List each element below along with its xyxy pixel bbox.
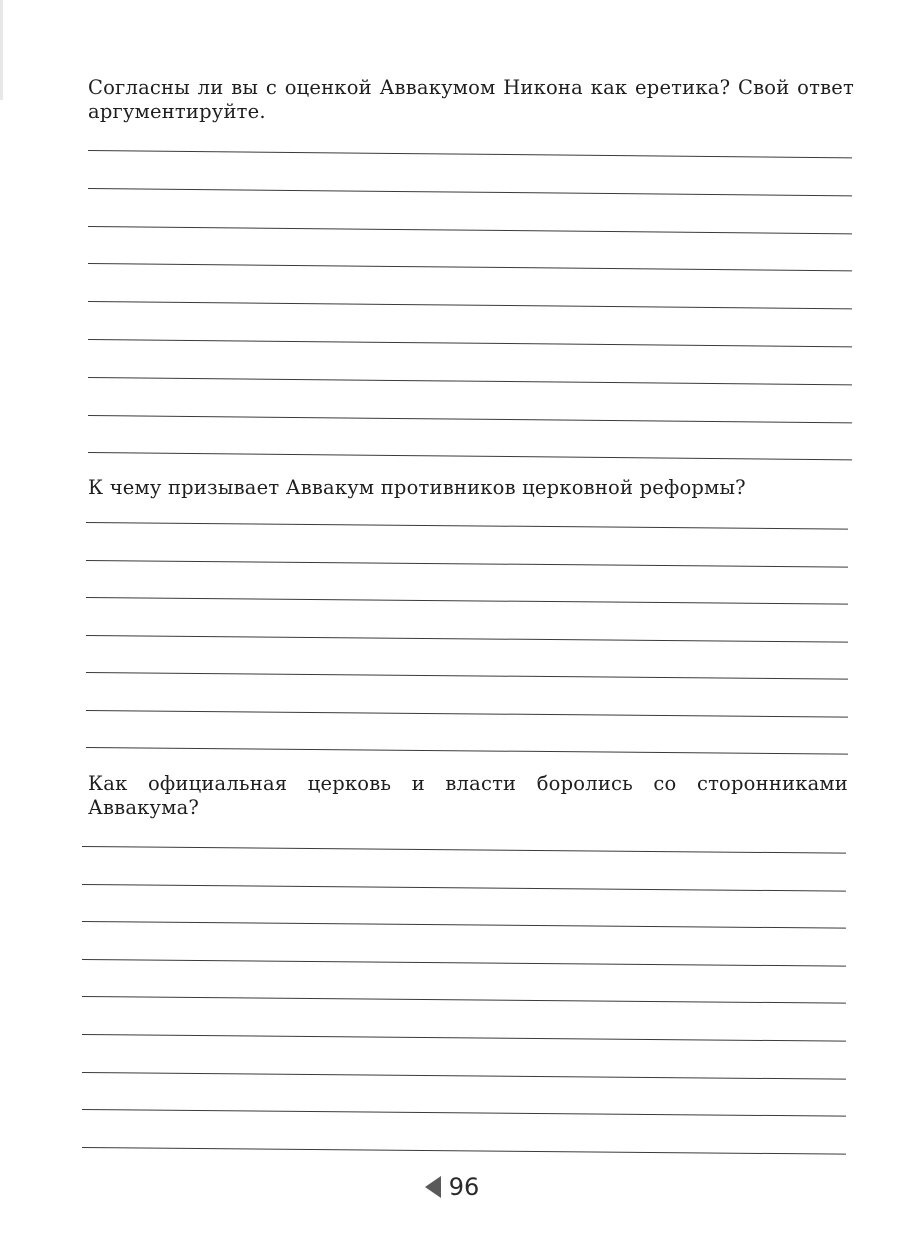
scan-edge — [0, 0, 3, 100]
answer-line — [82, 1109, 846, 1117]
answer-line — [86, 522, 848, 530]
answer-line — [86, 560, 848, 568]
answer-line — [86, 672, 848, 680]
answer-line — [82, 1034, 846, 1042]
answer-line — [88, 301, 852, 309]
answer-line — [86, 747, 848, 755]
page-number-group — [425, 1173, 480, 1201]
left-triangle-icon — [425, 1176, 441, 1198]
page-number: 96 — [448, 1173, 480, 1201]
answer-line — [86, 710, 848, 718]
answer-line — [88, 150, 852, 158]
answer-line — [86, 635, 848, 643]
answer-line — [88, 263, 852, 271]
answer-line — [88, 452, 852, 460]
answer-line — [82, 846, 846, 854]
answer-line — [88, 226, 852, 234]
question-1-text: Согласны ли вы с оценкой Аввакумом Никона как еретика? Свой ответ аргументируйте. — [88, 76, 854, 123]
answer-line — [82, 996, 846, 1004]
answer-line — [88, 415, 852, 423]
answer-line — [88, 188, 852, 196]
answer-line — [88, 339, 852, 347]
answer-line — [82, 1072, 846, 1080]
answer-line — [82, 921, 846, 929]
answer-line — [82, 884, 846, 892]
answer-line — [82, 959, 846, 967]
question-2-text: К чему призывает Аввакум противников церковной реформы? — [88, 476, 746, 499]
answer-line — [86, 597, 848, 605]
answer-line — [88, 377, 852, 385]
question-3-text: Как официальная церковь и власти боролись со сторонниками Аввакума? — [88, 772, 848, 819]
page-footer — [0, 1170, 904, 1204]
answer-line — [82, 1147, 846, 1155]
